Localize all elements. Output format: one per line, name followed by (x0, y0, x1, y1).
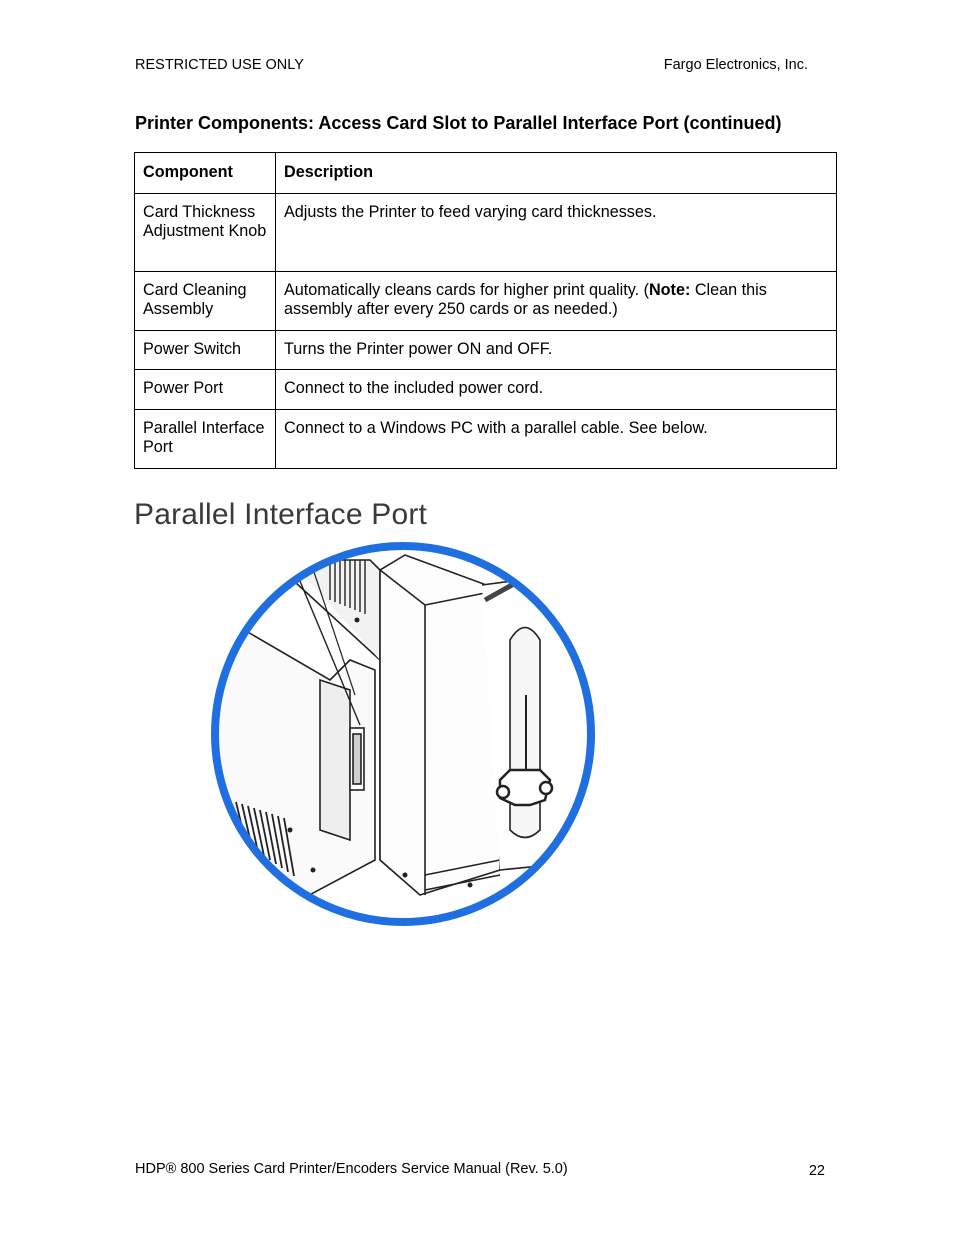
description-cell: Turns the Printer power ON and OFF. (276, 330, 837, 370)
table-row (135, 271, 837, 330)
parallel-interface-port-illustration (200, 530, 610, 940)
description-text: Clean this assembly after every 250 cards or as needed.) (284, 280, 767, 318)
table-row (135, 193, 837, 271)
section-title: Printer Components: Access Card Slot to Parallel Interface Port (continued) (135, 113, 782, 133)
table-row (135, 370, 837, 410)
column-header-description: Description (276, 153, 837, 194)
component-cell: Power Port (135, 370, 276, 410)
note-label: Note: (648, 280, 691, 299)
components-table (134, 152, 837, 469)
footer-manual-title: HDP® 800 Series Card Printer/Encoders Service Manual (Rev. 5.0) (135, 1161, 568, 1177)
description-cell: Adjusts the Printer to feed varying card thicknesses. (276, 193, 837, 271)
component-cell: Card Cleaning Assembly (135, 271, 276, 330)
description-cell: Connect to a Windows PC with a parallel cable. See below. (276, 409, 837, 468)
column-header-component: Component (135, 153, 276, 194)
table-row (135, 409, 837, 468)
component-cell: Parallel Interface Port (135, 409, 276, 468)
figure-caption: Parallel Interface Port (134, 498, 428, 531)
header-restricted-use: RESTRICTED USE ONLY (135, 57, 304, 73)
component-cell: Card Thickness Adjustment Knob (135, 193, 276, 271)
table-header-row (135, 153, 837, 194)
description-text: Automatically cleans cards for higher print quality. ( (284, 280, 649, 299)
page-number: 22 (808, 1163, 825, 1179)
component-cell: Power Switch (135, 330, 276, 370)
description-cell (276, 271, 837, 330)
description-cell: Connect to the included power cord. (276, 370, 837, 410)
table-row (135, 330, 837, 370)
header-company-name: Fargo Electronics, Inc. (663, 57, 808, 73)
